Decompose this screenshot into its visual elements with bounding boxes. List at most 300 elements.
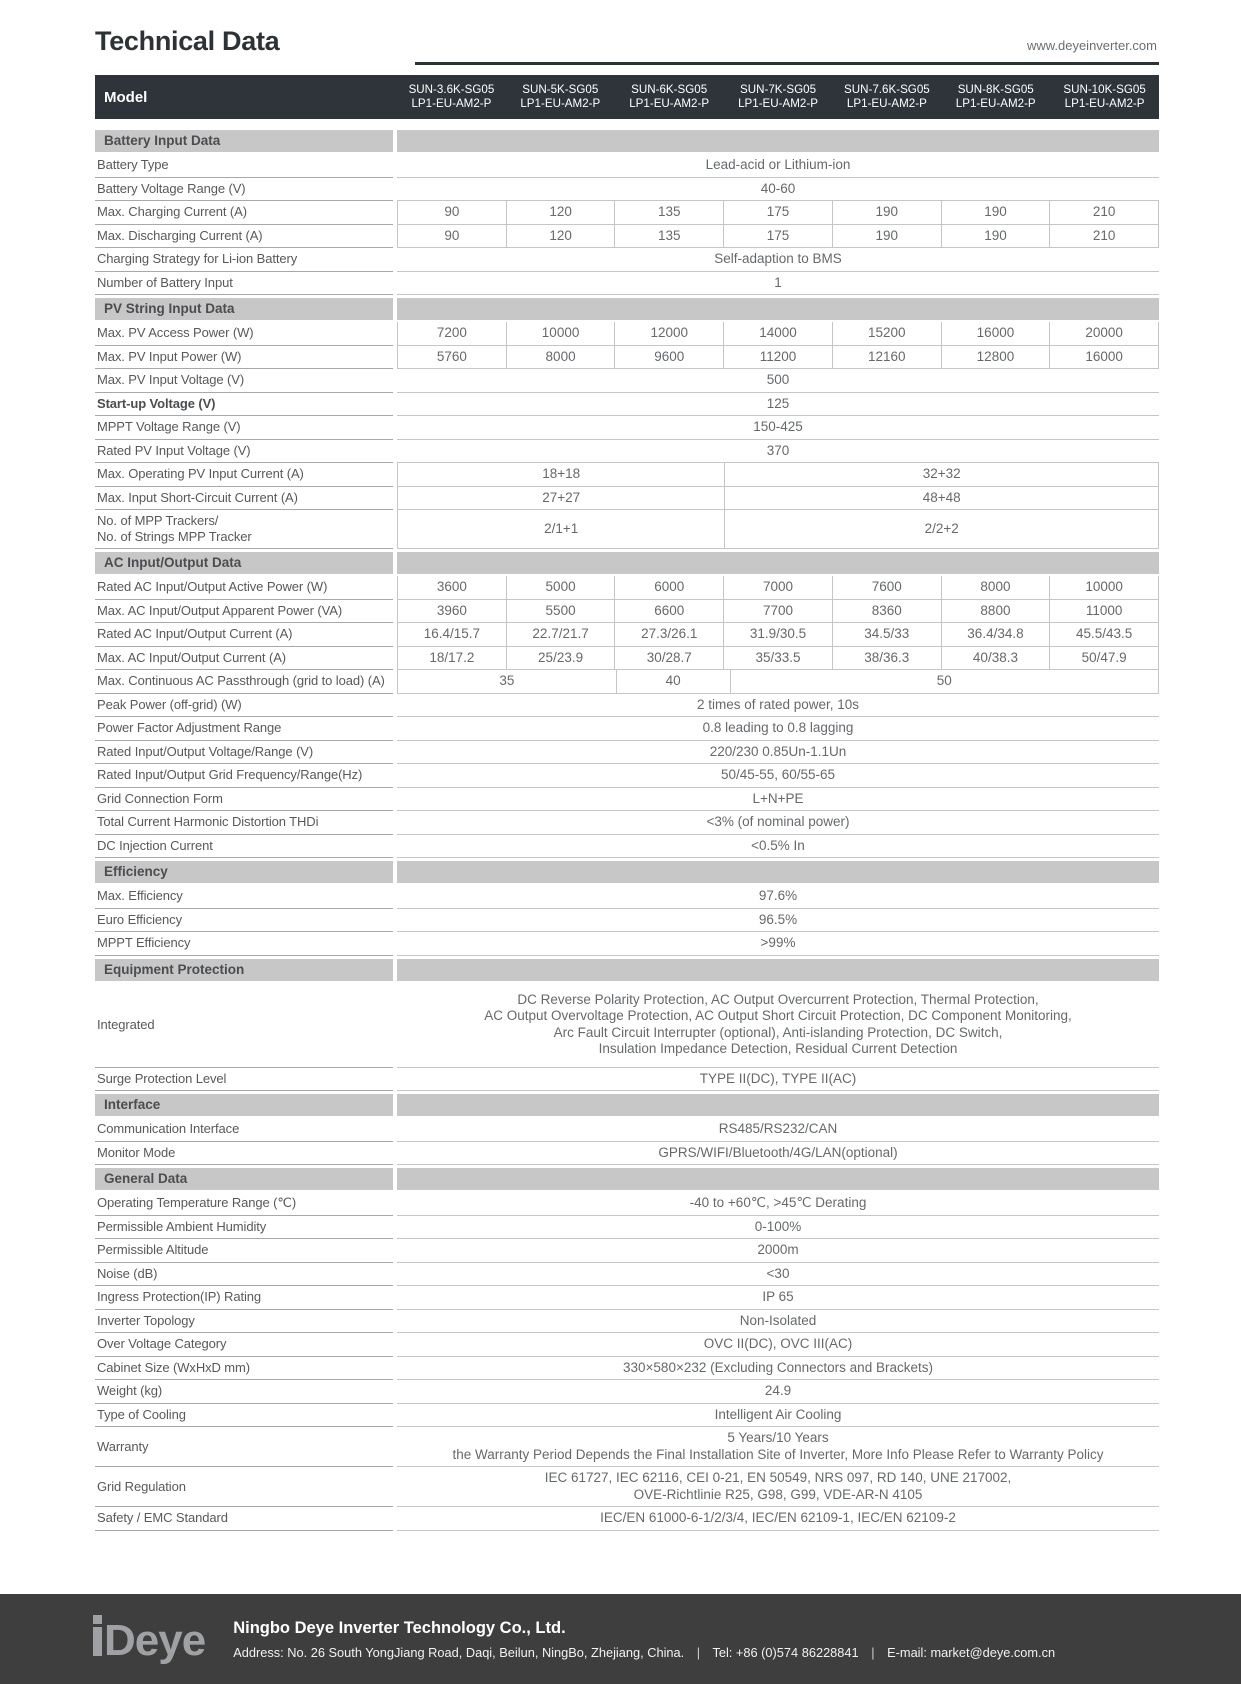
section-header <box>95 1094 1159 1116</box>
row-cells <box>397 322 1159 346</box>
value-line: Insulation Impedance Detection, Residual Current Detection <box>598 1041 958 1056</box>
row-label: Warranty <box>95 1427 393 1467</box>
row-cells <box>397 510 1159 549</box>
section-header-fill <box>397 552 1159 574</box>
table-row <box>95 909 1159 933</box>
row-label: Max. Operating PV Input Current (A) <box>95 463 393 487</box>
value-cell: 35 <box>398 670 616 694</box>
value-cell: 11200 <box>723 346 832 370</box>
value-cell: 38/36.3 <box>832 647 941 671</box>
value-cell: 16000 <box>1049 346 1158 370</box>
value-cell: 6000 <box>614 576 723 600</box>
value-cell: 2/1+1 <box>398 510 724 549</box>
row-label: Total Current Harmonic Distortion THDi <box>95 811 393 835</box>
logo-i-mark-icon <box>93 1615 102 1656</box>
value-cell: 27+27 <box>398 487 724 511</box>
model-column <box>397 75 506 119</box>
row-label <box>95 510 393 549</box>
row-cells <box>397 835 1159 859</box>
value-cell: <0.5% In <box>397 835 1159 859</box>
table-row <box>95 487 1159 511</box>
value-cell: 8000 <box>941 576 1050 600</box>
model-column <box>941 75 1050 119</box>
model-column-line: SUN-7.6K-SG05 <box>844 82 930 96</box>
row-label: Rated AC Input/Output Current (A) <box>95 623 393 647</box>
page-title: Technical Data <box>95 26 280 56</box>
value-line: the Warranty Period Depends the Final Installation Site of Inverter, More Info Please Refer to Warranty Policy <box>452 1446 1104 1462</box>
row-cells <box>397 248 1159 272</box>
row-label-line: No. of MPP Trackers/ <box>97 513 219 528</box>
row-cells <box>397 201 1159 225</box>
value-cell: >99% <box>397 932 1159 956</box>
value-cell: 2/2+2 <box>724 510 1158 549</box>
table-row <box>95 835 1159 859</box>
value-cell: 35/33.5 <box>723 647 832 671</box>
model-header-label: Model <box>104 88 148 106</box>
value-cell: 190 <box>832 201 941 225</box>
table-row <box>95 1286 1159 1310</box>
row-label: MPPT Voltage Range (V) <box>95 416 393 440</box>
section-header-fill <box>397 298 1159 320</box>
table-row <box>95 670 1159 694</box>
model-column <box>1050 75 1159 119</box>
value-cell: 5760 <box>398 346 506 370</box>
row-label: Communication Interface <box>95 1118 393 1142</box>
value-cell: 48+48 <box>724 487 1158 511</box>
section-header <box>95 298 1159 320</box>
value-line: DC Reverse Polarity Protection, AC Output Overcurrent Protection, Thermal Protection, <box>517 991 1039 1007</box>
row-cells <box>397 885 1159 909</box>
row-cells <box>397 272 1159 296</box>
row-cells <box>397 1427 1159 1467</box>
row-label: Max. Charging Current (A) <box>95 201 393 225</box>
row-label: Max. PV Input Voltage (V) <box>95 369 393 393</box>
value-cell: 40/38.3 <box>941 647 1050 671</box>
value-cell: 220/230 0.85Un-1.1Un <box>397 741 1159 765</box>
section-header-label: Interface <box>95 1094 393 1116</box>
company-address: Address: No. 26 South YongJiang Road, Daqi, Beilun, NingBo, Zhejiang, China. <box>233 1644 685 1660</box>
row-cells <box>397 1142 1159 1166</box>
value-line: IEC 61727, IEC 62116, CEI 0-21, EN 50549, NRS 097, RD 140, UNE 217002, <box>544 1470 1012 1485</box>
value-cell: 500 <box>397 369 1159 393</box>
value-cell: 90 <box>398 201 506 225</box>
value-cell: Non-Isolated <box>397 1310 1159 1334</box>
footer-band <box>0 1594 1241 1684</box>
table-row <box>95 694 1159 718</box>
row-cells <box>397 576 1159 600</box>
table-row <box>95 369 1159 393</box>
value-cell: 8000 <box>506 346 615 370</box>
value-line: AC Output Overvoltage Protection, AC Output Short Circuit Protection, DC Component Monitoring, <box>484 1008 1072 1023</box>
value-cell: 18/17.2 <box>398 647 506 671</box>
value-cell: 190 <box>832 225 941 249</box>
model-column-line: LP1-EU-AM2-P <box>1064 97 1145 110</box>
row-cells <box>397 694 1159 718</box>
row-label: Operating Temperature Range (℃) <box>95 1192 393 1216</box>
table-row <box>95 440 1159 464</box>
row-cells <box>397 741 1159 765</box>
table-row <box>95 741 1159 765</box>
value-cell: 120 <box>506 201 615 225</box>
section-header-fill <box>397 959 1159 981</box>
row-label: Charging Strategy for Li-ion Battery <box>95 248 393 272</box>
row-cells <box>397 670 1159 694</box>
value-cell: 190 <box>941 225 1050 249</box>
value-cell: 10000 <box>1049 576 1158 600</box>
row-label: Type of Cooling <box>95 1404 393 1428</box>
row-label: Max. Discharging Current (A) <box>95 225 393 249</box>
contact-line <box>233 1645 1055 1660</box>
row-label: Monitor Mode <box>95 1142 393 1166</box>
row-label: Max. PV Input Power (W) <box>95 346 393 370</box>
row-label: Noise (dB) <box>95 1263 393 1287</box>
row-label: Permissible Ambient Humidity <box>95 1216 393 1240</box>
value-cell: 34.5/33 <box>832 623 941 647</box>
value-cell: TYPE II(DC), TYPE II(AC) <box>397 1068 1159 1092</box>
table-row <box>95 248 1159 272</box>
deye-logo <box>93 1615 205 1663</box>
value-cell: 25/23.9 <box>506 647 615 671</box>
value-cell: IP 65 <box>397 1286 1159 1310</box>
model-column-line: LP1-EU-AM2-P <box>738 97 818 110</box>
separator: | <box>696 1644 701 1660</box>
table-row <box>95 510 1159 549</box>
section-header-fill <box>397 1094 1159 1116</box>
value-cell: 24.9 <box>397 1380 1159 1404</box>
section-header-fill <box>397 1168 1159 1190</box>
value-cell: 7600 <box>832 576 941 600</box>
row-label: Weight (kg) <box>95 1380 393 1404</box>
value-cell: 135 <box>614 201 723 225</box>
value-cell: 50/45-55, 60/55-65 <box>397 764 1159 788</box>
value-cell: <30 <box>397 1263 1159 1287</box>
value-cell: 9600 <box>614 346 723 370</box>
value-cell: 2 times of rated power, 10s <box>397 694 1159 718</box>
model-header-band <box>95 75 1159 119</box>
table-row <box>95 416 1159 440</box>
model-column-line: SUN-8K-SG05 <box>957 82 1034 96</box>
row-cells <box>397 1310 1159 1334</box>
value-cell: 7000 <box>723 576 832 600</box>
row-cells <box>397 1263 1159 1287</box>
row-label: Max. Input Short-Circuit Current (A) <box>95 487 393 511</box>
row-cells <box>397 932 1159 956</box>
value-cell: GPRS/WIFI/Bluetooth/4G/LAN(optional) <box>397 1142 1159 1166</box>
row-label: Number of Battery Input <box>95 272 393 296</box>
value-cell: 45.5/43.5 <box>1049 623 1158 647</box>
value-cell: 150-425 <box>397 416 1159 440</box>
value-cell: 210 <box>1049 225 1158 249</box>
value-line: Arc Fault Circuit Interrupter (optional), Anti-islanding Protection, DC Switch, <box>553 1024 1003 1040</box>
table-row <box>95 1467 1159 1507</box>
value-cell: IEC/EN 61000-6-1/2/3/4, IEC/EN 62109-1, IEC/EN 62109-2 <box>397 1507 1159 1531</box>
model-columns <box>397 75 1159 119</box>
value-cell: 0-100% <box>397 1216 1159 1240</box>
website-link[interactable]: www.deyeinverter.com <box>1026 38 1157 53</box>
value-cell: 20000 <box>1049 322 1158 346</box>
model-column-line: SUN-7K-SG05 <box>739 82 817 96</box>
value-cell: Intelligent Air Cooling <box>397 1404 1159 1428</box>
value-cell: 36.4/34.8 <box>941 623 1050 647</box>
row-cells <box>397 1507 1159 1531</box>
value-cell: 22.7/21.7 <box>506 623 615 647</box>
row-label: Power Factor Adjustment Range <box>95 717 393 741</box>
value-cell: 7200 <box>398 322 506 346</box>
table-row <box>95 1333 1159 1357</box>
row-label-line: No. of Strings MPP Tracker <box>97 529 252 544</box>
table-row <box>95 1239 1159 1263</box>
row-cells <box>397 909 1159 933</box>
value-cell: 30/28.7 <box>614 647 723 671</box>
row-label: Battery Voltage Range (V) <box>95 178 393 202</box>
value-cell: 40-60 <box>397 178 1159 202</box>
value-cell: 16.4/15.7 <box>398 623 506 647</box>
value-cell: 40 <box>616 670 730 694</box>
model-column-line: LP1-EU-AM2-P <box>955 97 1036 110</box>
company-tel: Tel: +86 (0)574 86228841 <box>712 1644 859 1660</box>
company-email-link[interactable]: E-mail: market@deye.com.cn <box>887 1644 1056 1660</box>
row-label: Over Voltage Category <box>95 1333 393 1357</box>
row-label: Rated AC Input/Output Active Power (W) <box>95 576 393 600</box>
row-cells <box>397 764 1159 788</box>
value-line: OVE-Richtlinie R25, G98, G99, VDE-AR-N 4105 <box>633 1486 923 1502</box>
table-row <box>95 272 1159 296</box>
model-column <box>615 75 724 119</box>
value-cell: 175 <box>723 201 832 225</box>
value-cell: 12800 <box>941 346 1050 370</box>
value-cell: Lead-acid or Lithium-ion <box>397 154 1159 178</box>
row-label: Inverter Topology <box>95 1310 393 1334</box>
row-label: Start-up Voltage (V) <box>95 393 393 417</box>
model-column-line: SUN-3.6K-SG05 <box>408 82 495 96</box>
value-cell <box>397 983 1159 1068</box>
table-row <box>95 322 1159 346</box>
row-cells <box>397 487 1159 511</box>
row-cells <box>397 1380 1159 1404</box>
value-cell: 210 <box>1049 201 1158 225</box>
section-header-label: General Data <box>95 1168 393 1190</box>
separator: | <box>871 1644 875 1660</box>
table-row <box>95 1404 1159 1428</box>
table-row <box>95 1192 1159 1216</box>
value-cell: 7700 <box>723 600 832 624</box>
table-row <box>95 885 1159 909</box>
model-column-line: LP1-EU-AM2-P <box>846 97 927 110</box>
table-row <box>95 154 1159 178</box>
table-row <box>95 600 1159 624</box>
row-cells <box>397 811 1159 835</box>
section-header-label: AC Input/Output Data <box>95 552 393 574</box>
table-row <box>95 1068 1159 1092</box>
value-line: 5 Years/10 Years <box>727 1430 829 1445</box>
row-cells <box>397 1239 1159 1263</box>
title-underline <box>415 62 1159 65</box>
row-label: Permissible Altitude <box>95 1239 393 1263</box>
row-cells <box>397 440 1159 464</box>
value-cell: 12000 <box>614 322 723 346</box>
logo-bar-icon <box>93 1627 102 1656</box>
section-header-label: Battery Input Data <box>95 130 393 152</box>
value-cell: 6600 <box>614 600 723 624</box>
value-cell: 27.3/26.1 <box>614 623 723 647</box>
model-column-line: LP1-EU-AM2-P <box>411 97 492 110</box>
value-cell: 5500 <box>506 600 615 624</box>
row-cells <box>397 788 1159 812</box>
value-cell: 3960 <box>398 600 506 624</box>
row-cells <box>397 463 1159 487</box>
value-cell: 1 <box>397 272 1159 296</box>
table-row <box>95 1216 1159 1240</box>
table-row <box>95 623 1159 647</box>
table-row <box>95 1310 1159 1334</box>
table-row <box>95 393 1159 417</box>
row-label: Safety / EMC Standard <box>95 1507 393 1531</box>
value-cell: 125 <box>397 393 1159 417</box>
logo-text: Deye <box>104 1616 206 1665</box>
table-row <box>95 346 1159 370</box>
doc-header <box>95 20 1159 68</box>
value-cell <box>397 1427 1159 1467</box>
row-label: Max. AC Input/Output Apparent Power (VA) <box>95 600 393 624</box>
row-label: Integrated <box>95 983 393 1068</box>
value-cell: 10000 <box>506 322 615 346</box>
table-row <box>95 225 1159 249</box>
table-row <box>95 1118 1159 1142</box>
row-label: Max. Efficiency <box>95 885 393 909</box>
value-cell: 97.6% <box>397 885 1159 909</box>
model-column <box>724 75 833 119</box>
table-row <box>95 1142 1159 1166</box>
row-cells <box>397 1357 1159 1381</box>
row-cells <box>397 1068 1159 1092</box>
value-cell: 5000 <box>506 576 615 600</box>
row-label: Rated Input/Output Grid Frequency/Range(Hz) <box>95 764 393 788</box>
value-cell: <3% (of nominal power) <box>397 811 1159 835</box>
value-cell: -40 to +60℃, >45℃ Derating <box>397 1192 1159 1216</box>
row-label: Max. PV Access Power (W) <box>95 322 393 346</box>
row-label: Surge Protection Level <box>95 1068 393 1092</box>
row-label: Peak Power (off-grid) (W) <box>95 694 393 718</box>
value-cell: 8800 <box>941 600 1050 624</box>
row-cells <box>397 1192 1159 1216</box>
value-cell: 2000m <box>397 1239 1159 1263</box>
row-cells <box>397 1118 1159 1142</box>
table-row <box>95 983 1159 1068</box>
row-cells <box>397 346 1159 370</box>
footer-info <box>233 1619 1055 1660</box>
section-header <box>95 552 1159 574</box>
spec-table <box>95 127 1159 1531</box>
row-cells <box>397 393 1159 417</box>
value-cell: 31.9/30.5 <box>723 623 832 647</box>
section-header-label: Equipment Protection <box>95 959 393 981</box>
section-header-fill <box>397 130 1159 152</box>
row-label: Grid Connection Form <box>95 788 393 812</box>
table-row <box>95 1357 1159 1381</box>
row-cells <box>397 717 1159 741</box>
model-column-line: SUN-5K-SG05 <box>522 82 599 96</box>
value-cell: 18+18 <box>398 463 724 487</box>
value-cell: L+N+PE <box>397 788 1159 812</box>
value-cell: 3600 <box>398 576 506 600</box>
value-cell: 50 <box>730 670 1158 694</box>
row-cells <box>397 983 1159 1068</box>
row-cells <box>397 154 1159 178</box>
value-cell: 8360 <box>832 600 941 624</box>
row-cells <box>397 416 1159 440</box>
value-cell: RS485/RS232/CAN <box>397 1118 1159 1142</box>
model-column <box>506 75 615 119</box>
table-row <box>95 1380 1159 1404</box>
value-cell: 96.5% <box>397 909 1159 933</box>
value-cell: 50/47.9 <box>1049 647 1158 671</box>
value-cell: 12160 <box>832 346 941 370</box>
table-row <box>95 788 1159 812</box>
value-cell <box>397 1467 1159 1507</box>
row-cells <box>397 1286 1159 1310</box>
row-cells <box>397 1333 1159 1357</box>
value-cell: 370 <box>397 440 1159 464</box>
table-row <box>95 932 1159 956</box>
table-row <box>95 717 1159 741</box>
row-label: Max. Continuous AC Passthrough (grid to load) (A) <box>95 670 393 694</box>
row-label: Euro Efficiency <box>95 909 393 933</box>
value-cell: 135 <box>614 225 723 249</box>
row-label: Grid Regulation <box>95 1467 393 1507</box>
row-cells <box>397 623 1159 647</box>
company-name: Ningbo Deye Inverter Technology Co., Ltd. <box>233 1618 566 1637</box>
section-header <box>95 1168 1159 1190</box>
row-label: DC Injection Current <box>95 835 393 859</box>
model-column-line: SUN-6K-SG05 <box>631 82 708 96</box>
value-cell: 0.8 leading to 0.8 lagging <box>397 717 1159 741</box>
row-label: Ingress Protection(IP) Rating <box>95 1286 393 1310</box>
row-label: Rated PV Input Voltage (V) <box>95 440 393 464</box>
row-cells <box>397 369 1159 393</box>
row-label: Max. AC Input/Output Current (A) <box>95 647 393 671</box>
value-cell: 14000 <box>723 322 832 346</box>
table-row <box>95 576 1159 600</box>
value-cell: 175 <box>723 225 832 249</box>
row-cells <box>397 178 1159 202</box>
table-row <box>95 764 1159 788</box>
row-cells <box>397 600 1159 624</box>
table-row <box>95 1427 1159 1467</box>
model-column-line: LP1-EU-AM2-P <box>629 97 710 110</box>
table-row <box>95 463 1159 487</box>
row-label: Rated Input/Output Voltage/Range (V) <box>95 741 393 765</box>
table-row <box>95 178 1159 202</box>
row-cells <box>397 225 1159 249</box>
model-column-line: LP1-EU-AM2-P <box>520 97 601 110</box>
section-header <box>95 130 1159 152</box>
row-cells <box>397 647 1159 671</box>
section-header <box>95 959 1159 981</box>
value-cell: OVC II(DC), OVC III(AC) <box>397 1333 1159 1357</box>
value-cell: 15200 <box>832 322 941 346</box>
model-column <box>832 75 941 119</box>
value-cell: 16000 <box>941 322 1050 346</box>
value-cell: 11000 <box>1049 600 1158 624</box>
row-cells <box>397 1467 1159 1507</box>
logo-dot-icon <box>93 1615 102 1624</box>
table-row <box>95 1507 1159 1531</box>
value-cell: 330×580×232 (Excluding Connectors and Brackets) <box>397 1357 1159 1381</box>
value-cell: Self-adaption to BMS <box>397 248 1159 272</box>
table-row <box>95 201 1159 225</box>
model-column-line: SUN-10K-SG05 <box>1063 82 1146 96</box>
section-header-fill <box>397 861 1159 883</box>
